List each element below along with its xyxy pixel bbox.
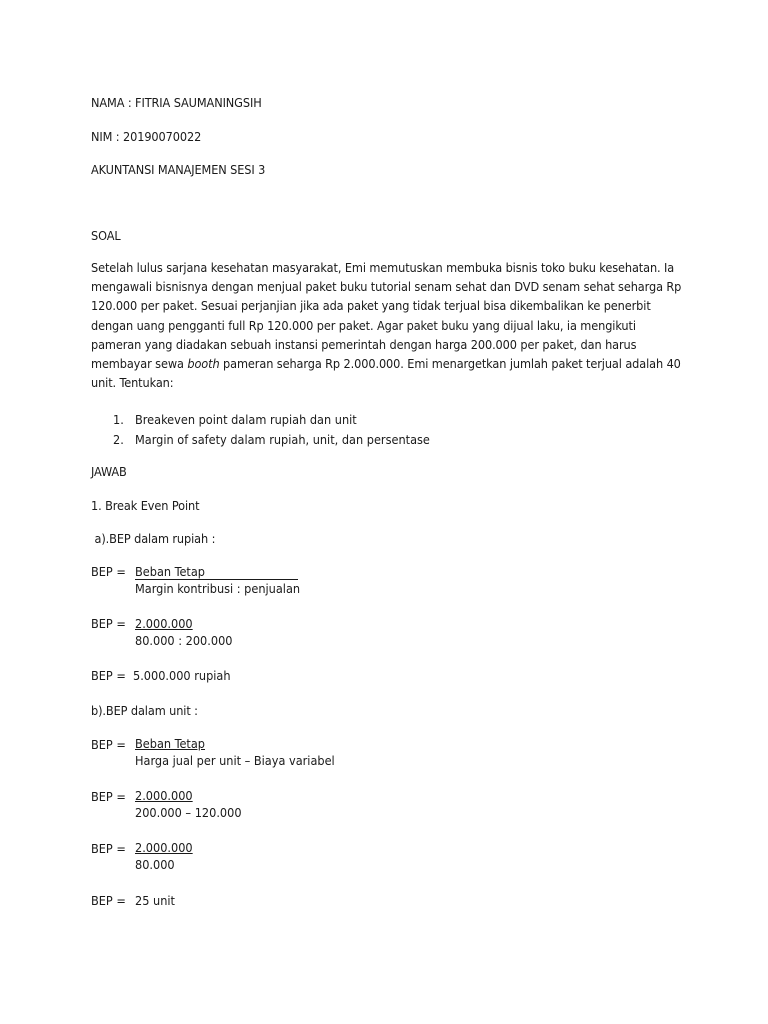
bep-label: BEP = bbox=[91, 564, 126, 579]
bep-label: BEP = bbox=[91, 789, 126, 804]
fraction-numerator: 2.000.000 bbox=[135, 616, 193, 631]
student-name: NAMA : FITRIA SAUMANINGSIH bbox=[91, 95, 262, 110]
list-item-number: 2. bbox=[113, 432, 124, 447]
soal-paragraph bbox=[91, 258, 691, 392]
fraction-denominator: Harga jual per unit – Biaya variabel bbox=[135, 753, 335, 768]
paragraph-line: membayar sewa booth pameran seharga Rp 2.000.000. Emi menargetkan jumlah paket terjual adalah 40 bbox=[91, 356, 681, 372]
bep-result: 25 unit bbox=[135, 893, 175, 908]
student-nim: NIM : 20190070022 bbox=[91, 129, 202, 144]
fraction-denominator: 80.000 : 200.000 bbox=[135, 633, 233, 648]
section-heading: 1. Break Even Point bbox=[91, 498, 200, 513]
list-item-text: Breakeven point dalam rupiah dan unit bbox=[135, 412, 357, 427]
bep-label: BEP = bbox=[91, 737, 126, 752]
paragraph-line: pameran yang diadakan sebuah instansi pemerintah dengan harga 200.000 per paket, dan harus bbox=[91, 336, 637, 352]
list-item-number: 1. bbox=[113, 412, 124, 427]
fraction-denominator: Margin kontribusi : penjualan bbox=[135, 581, 301, 596]
course-title: AKUNTANSI MANAJEMEN SESI 3 bbox=[91, 162, 266, 177]
fraction-numerator: Beban Tetap bbox=[135, 736, 205, 751]
soal-heading: SOAL bbox=[91, 228, 121, 243]
jawab-heading: JAWAB bbox=[91, 464, 127, 479]
paragraph-line: mengawali bisnisnya dengan menjual paket buku tutorial senam sehat dan DVD senam sehat seharga Rp bbox=[91, 279, 682, 295]
subsection-heading: a).BEP dalam rupiah : bbox=[91, 531, 216, 546]
fraction-numerator: 2.000.000 bbox=[135, 840, 193, 855]
bep-label: BEP = bbox=[91, 668, 126, 683]
fraction-denominator: 80.000 bbox=[135, 857, 175, 872]
italic-word: booth bbox=[187, 356, 220, 372]
paragraph-line: unit. Tentukan: bbox=[91, 375, 174, 391]
bep-label: BEP = bbox=[91, 841, 126, 856]
fraction-numerator: 2.000.000 bbox=[135, 788, 193, 803]
bep-label: BEP = bbox=[91, 893, 126, 908]
bep-label: BEP = bbox=[91, 616, 126, 631]
fraction-numerator: Beban Tetap bbox=[135, 564, 298, 580]
fraction-denominator: 200.000 – 120.000 bbox=[135, 805, 242, 820]
paragraph-line: dengan uang pengganti full Rp 120.000 per paket. Agar paket buku yang dijual laku, ia mengikuti bbox=[91, 317, 636, 333]
paragraph-line: 120.000 per paket. Sesuai perjanjian jika ada paket yang tidak terjual bisa dikembalikan ke penerbit bbox=[91, 298, 651, 314]
bep-result: 5.000.000 rupiah bbox=[133, 668, 231, 683]
list-item-text: Margin of safety dalam rupiah, unit, dan persentase bbox=[135, 432, 430, 447]
paragraph-line: Setelah lulus sarjana kesehatan masyarakat, Emi memutuskan membuka bisnis toko buku kesehatan. Ia bbox=[91, 260, 675, 275]
subsection-heading: b).BEP dalam unit : bbox=[91, 703, 198, 718]
